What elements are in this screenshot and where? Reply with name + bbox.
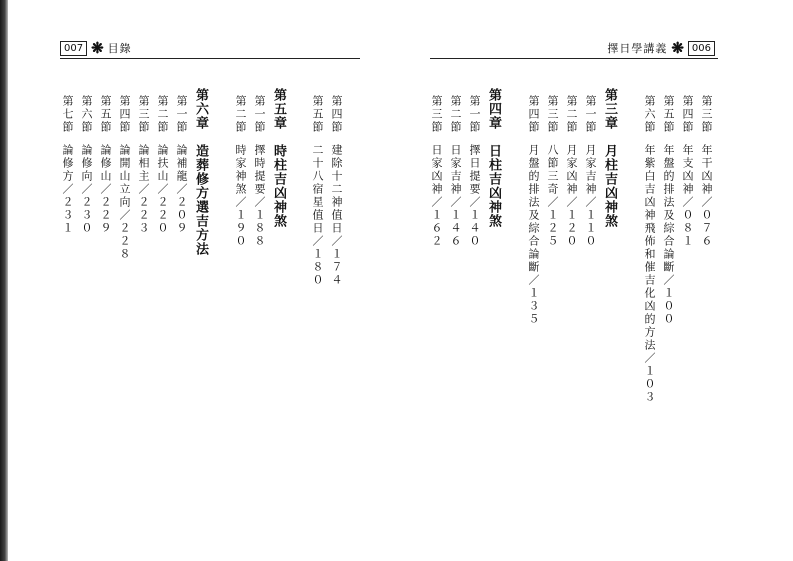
toc-entry-c6-s2: 第二節論扶山／２２０: [156, 95, 169, 235]
chapter-5-title: 第五章 時柱吉凶神煞: [271, 88, 286, 228]
left-page-number: 007: [60, 41, 87, 56]
chapter-4-title: 第四章 日柱吉凶神煞: [486, 88, 501, 228]
toc-entry-r-s6: 第六節年紫白吉凶神飛佈和催吉化凶的方法／１０３: [643, 95, 656, 404]
left-page: [0, 0, 396, 561]
right-page-header: [607, 40, 715, 56]
toc-entry-c3-s4: 第四節月盤的排法及綜合論斷／１３５: [527, 95, 540, 326]
left-page-header: [60, 40, 132, 56]
right-page: [396, 0, 793, 561]
toc-entry-r-s4: 第四節年支凶神／０８１: [681, 95, 694, 248]
toc-entry-c6-s6: 第六節論修向／２３０: [80, 95, 93, 235]
toc-entry-r-s3: 第三節年干凶神／０７６: [700, 95, 713, 248]
left-header-title: 目錄: [107, 42, 132, 55]
toc-entry-c5-s1: 第一節擇時提要／１８８: [253, 95, 266, 248]
chapter-3-title: 第三章 月柱吉凶神煞: [602, 88, 617, 228]
toc-entry-l-s5: 第五節二十八宿星值日／１８０: [311, 95, 324, 287]
toc-entry-c6-s3: 第三節論相主／２２３: [137, 95, 150, 235]
toc-entry-c3-s3: 第三節八節三奇／１２５: [546, 95, 559, 248]
chapter-6-title: 第六章 造葬修方選吉方法: [193, 88, 208, 256]
toc-entry-c5-s2: 第二節時家神煞／１９０: [234, 95, 247, 248]
toc-entry-c6-s4: 第四節論開山立向／２２８: [118, 95, 131, 261]
toc-entry-r-s5: 第五節年盤的排法及綜合論斷／１００: [662, 95, 675, 326]
right-header-title: 擇日學講義: [607, 42, 668, 55]
right-page-number: 006: [688, 41, 715, 56]
toc-entry-c4-s1: 第一節擇日提要／１４０: [468, 95, 481, 248]
toc-entry-c4-s3: 第三節日家凶神／１６２: [430, 95, 443, 248]
toc-entry-c3-s2: 第二節月家凶神／１２０: [565, 95, 578, 248]
toc-entry-c3-s1: 第一節月家吉神／１１０: [584, 95, 597, 248]
flower-ornament-icon: ❋: [671, 38, 684, 57]
left-header-rule: [60, 58, 360, 59]
toc-entry-c4-s2: 第二節日家吉神／１４６: [449, 95, 462, 248]
toc-entry-c6-s1: 第一節論補龍／２０９: [175, 95, 188, 235]
right-header-rule: [430, 58, 718, 59]
toc-entry-c6-s5: 第五節論修山／２２９: [99, 95, 112, 235]
toc-entry-c6-s7: 第七節論修方／２３１: [61, 95, 74, 235]
flower-ornament-icon: ❋: [91, 38, 104, 57]
toc-entry-l-s4: 第四節建除十二神值日／１７４: [330, 95, 343, 287]
